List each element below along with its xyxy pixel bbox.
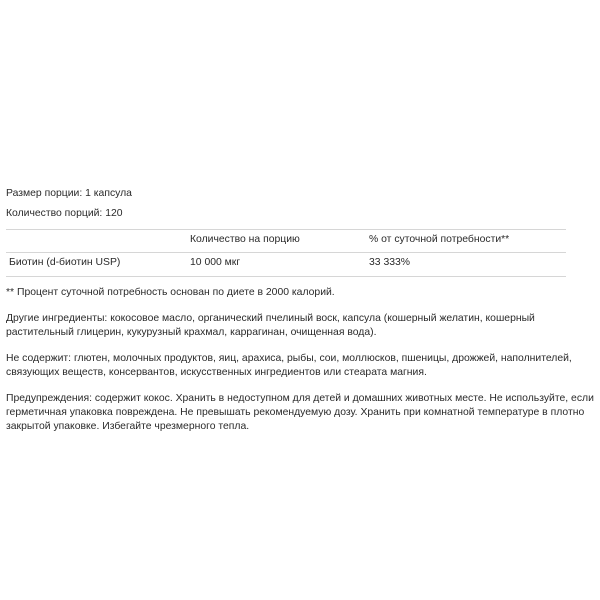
column-header-daily-value: % от суточной потребности** xyxy=(369,234,510,245)
free-of-statement xyxy=(6,352,572,380)
servings-per-container: Количество порций: 120 xyxy=(6,208,123,219)
other-ingredients-line: Другие ингредиенты: кокосовое масло, органический пчелиный воск, капсула (кошерный желатин, кошерный xyxy=(6,313,535,324)
daily-value-footnote: ** Процент суточной потребность основан по диете в 2000 калорий. xyxy=(6,287,335,298)
other-ingredients-line: растительный глицерин, кукурузный крахмал, каррагинан, очищенная вода). xyxy=(6,327,377,338)
free-of-line: Не содержит: глютен, молочных продуктов, яиц, арахиса, рыбы, сои, моллюсков, пшеницы, дрожжей, наполнителей, xyxy=(6,353,572,364)
nutrient-name: Биотин (d-биотин USP) xyxy=(9,257,121,268)
serving-size: Размер порции: 1 капсула xyxy=(6,188,132,199)
warnings xyxy=(6,392,594,434)
supplement-facts-panel xyxy=(6,187,594,434)
warnings-line: герметичная упаковка повреждена. Не превышать рекомендуемую дозу. Хранить при комнатной температуре в плотно xyxy=(6,407,585,418)
table-row xyxy=(6,253,566,277)
nutrient-amount: 10 000 мкг xyxy=(190,257,241,268)
warnings-line: закрытой упаковке. Избегайте чрезмерного тепла. xyxy=(6,421,250,432)
free-of-line: связующих веществ, консервантов, искусственных ингредиентов или стеарата магния. xyxy=(6,367,427,378)
nutrient-daily-value: 33 333% xyxy=(369,257,411,268)
column-header-amount: Количество на порцию xyxy=(190,234,300,245)
other-ingredients xyxy=(6,312,566,340)
warnings-line: Предупреждения: содержит кокос. Хранить в недоступном для детей и домашних животных месте. Не используйте, если xyxy=(6,393,594,404)
nutrient-table xyxy=(6,229,566,277)
table-header-row xyxy=(6,229,566,253)
